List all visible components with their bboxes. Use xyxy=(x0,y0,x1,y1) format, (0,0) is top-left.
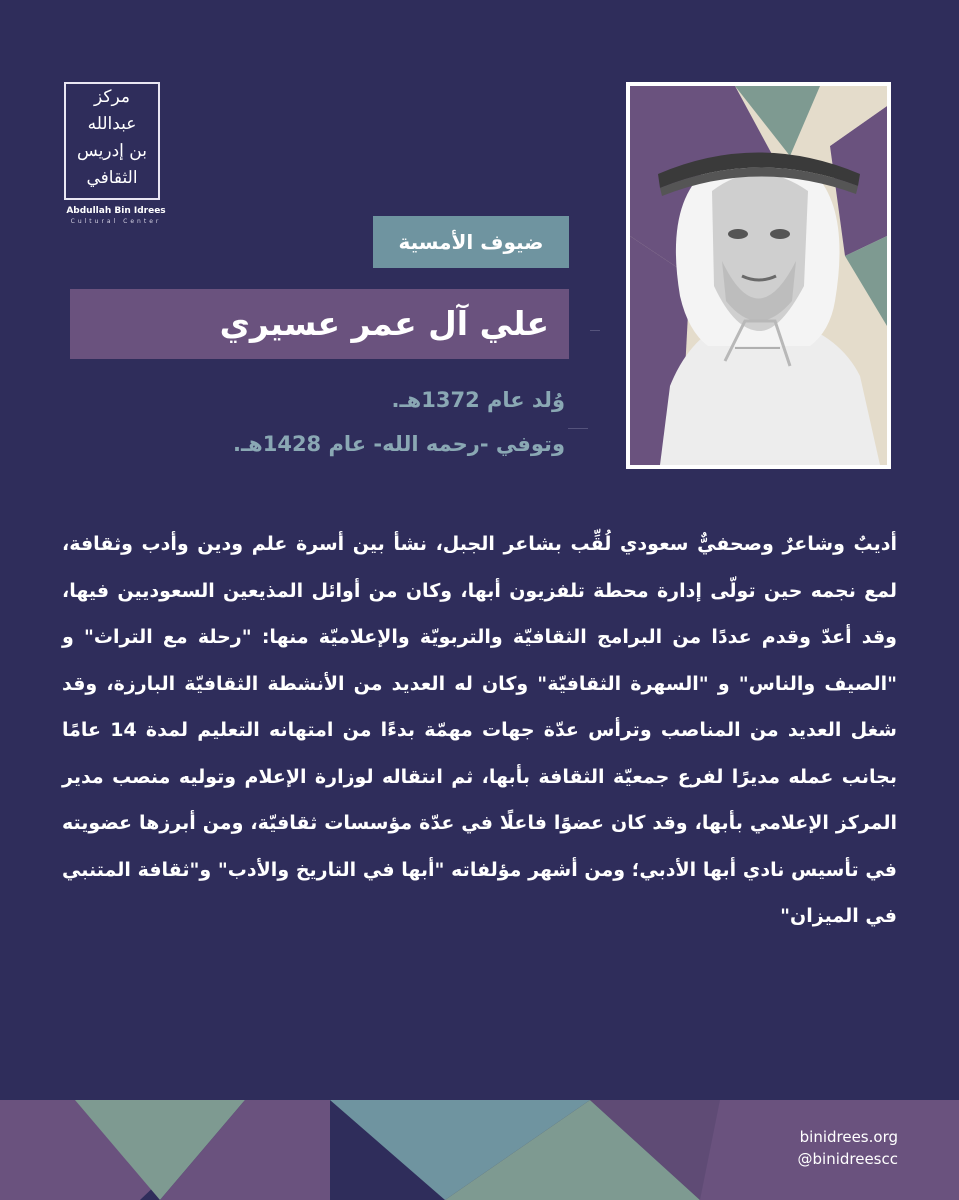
logo-arabic xyxy=(64,84,160,192)
portrait-frame xyxy=(626,82,891,469)
birth-year: وُلد عام 1372هـ. xyxy=(391,388,565,412)
death-year: وتوفي -رحمه الله- عام 1428هـ. xyxy=(233,432,565,456)
logo-line-2: عبدالله xyxy=(87,114,137,134)
center-logo xyxy=(60,78,172,228)
divider-dash xyxy=(590,330,600,331)
logo-line-4: الثقافي xyxy=(86,168,138,188)
logo-line-1: مركز xyxy=(94,87,130,107)
logo-english-sub: Cultural Center xyxy=(70,218,162,225)
biography-text: أديبٌ وشاعرٌ وصحفيٌّ سعودي لُقِّب بشاعر الجبل، نشأ بين أسرة علم ودين وأدب وثقافة، لمع نجمه حين تولّى إدارة محطة تلفزيون أبها، وكان من أوائل المذيعين السعوديين فيها، وقد أعدّ وقدم عددًا من البرامج الثقافيّة والتربويّة والإعلاميّة منها: "رحلة مع التراث" و "الصيف والناس" و "السهرة الثقافيّة" وكان له العديد من الأنشطة الثقافيّة البارزة، وقد شغل العديد من المناصب وترأس عدّة جهات مهمّة بدءًا من امتهانه التعليم لمدة 14 عامًا بجانب عمله مديرًا لفرع جمعيّة الثقافة بأبها، ثم انتقاله لوزارة الإعلام وتوليه منصب مدير المركز الإعلامي بأبها، وقد كان عضوًا فاعلًا في عدّة مؤسسات ثقافيّة، ومن أبرزها عضويته في تأسيس نادي أبها الأدبي؛ ومن أشهر مؤلفاته "أبها في التاريخ والأدب" و"ثقافة المتنبي في الميزان" xyxy=(62,533,897,927)
social-handle[interactable]: @binidreescc xyxy=(797,1150,898,1168)
divider-dash xyxy=(568,428,588,429)
logo-line-3: بن إدريس xyxy=(77,141,147,161)
life-dates xyxy=(150,378,565,466)
website-link[interactable]: binidrees.org xyxy=(799,1128,898,1146)
logo-english-name: Abdullah Bin Idrees xyxy=(66,206,166,216)
portrait-photo xyxy=(630,86,887,465)
footer-links xyxy=(758,1126,898,1170)
guest-tag: ضيوف الأمسية xyxy=(373,216,569,268)
guest-name: علي آل عمر عسيري xyxy=(70,289,569,359)
